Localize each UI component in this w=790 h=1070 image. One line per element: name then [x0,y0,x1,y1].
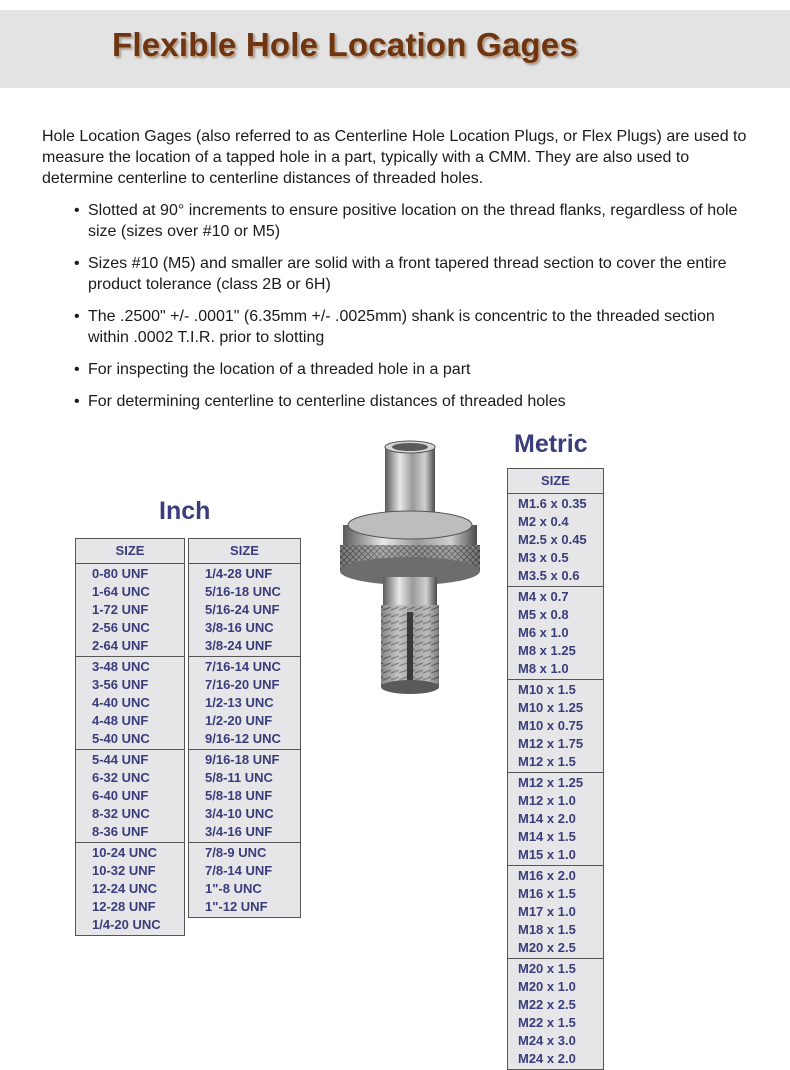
table-row: M12 x 1.25 [518,775,584,790]
table-row: M24 x 2.0 [518,1051,576,1066]
bullet-icon: • [74,202,80,219]
table-row-group [508,494,603,587]
table-row: 6-32 UNC [92,770,150,785]
table-row: M1.6 x 0.35 [518,496,587,511]
table-row: 2-64 UNF [92,638,149,653]
table-row-group [76,843,184,935]
table-row: 3-56 UNF [92,677,149,692]
feature-item: • The .2500" +/- .0001" (6.35mm +/- .0025mm) shank is concentric to the threaded section within .0002 T.I.R. prior to slotting [74,308,715,346]
table-row: M24 x 3.0 [518,1033,576,1048]
table-row: M2 x 0.4 [518,514,569,529]
inch-heading: Inch [159,497,211,525]
table-row: 10-24 UNC [92,845,158,860]
feature-item: • Slotted at 90° increments to ensure positive location on the thread flanks, regardless of hole size (sizes over #10 or M5) [74,202,738,240]
flex-plug-gage-photo [335,437,485,699]
table-row: M12 x 1.5 [518,754,576,769]
table-row-group [76,564,184,657]
table-row: M18 x 1.5 [518,922,576,937]
bullet-icon: • [74,393,80,410]
table-row-group [76,750,184,843]
table-row: M14 x 2.0 [518,811,576,826]
inch-size-table-2 [188,538,301,918]
table-row: M20 x 1.5 [518,961,576,976]
table-row: 3/8-24 UNF [205,638,273,653]
table-row: 1-72 UNF [92,602,149,617]
table-row: 9/16-12 UNC [205,731,281,746]
table-row: 1/2-13 UNC [205,695,274,710]
intro-paragraph: Hole Location Gages (also referred to as Centerline Hole Location Plugs, or Flex Plugs) are used to measure the location of a tapped hole in a part, typically with a CMM. They are also used to determine centerline to centerline distances of threaded holes. [42,128,747,187]
feature-item: • For inspecting the location of a threaded hole in a part [74,361,471,378]
table-row: M5 x 0.8 [518,607,569,622]
table-row: M10 x 1.5 [518,682,576,697]
table-row: 1"-12 UNF [205,899,268,914]
table-row-group [189,750,300,843]
table-row: 1/4-20 UNC [92,917,161,932]
table-row: M4 x 0.7 [518,589,569,604]
table-row: 7/8-9 UNC [205,845,267,860]
table-row: 5/16-24 UNF [205,602,280,617]
table-row: 3/8-16 UNC [205,620,274,635]
table-row: 7/8-14 UNF [205,863,273,878]
metric-size-table [507,468,604,1070]
feature-list [74,200,744,423]
metric-heading: Metric [514,430,588,458]
table-header: SIZE [76,539,184,564]
table-row: 5/8-11 UNC [205,770,273,785]
table-row: 10-32 UNF [92,863,156,878]
table-row: M3 x 0.5 [518,550,569,565]
table-row: M12 x 1.0 [518,793,576,808]
table-row: 4-40 UNC [92,695,150,710]
table-row: M6 x 1.0 [518,625,569,640]
table-row: 5-40 UNC [92,731,150,746]
table-row: M8 x 1.25 [518,643,576,658]
table-row: M16 x 1.5 [518,886,576,901]
table-row: 0-80 UNF [92,566,149,581]
table-row-group [76,657,184,750]
inch-size-table-1 [75,538,185,936]
table-row: 1/4-28 UNF [205,566,273,581]
table-row-group [508,587,603,680]
table-row: 8-36 UNF [92,824,149,839]
table-row: M3.5 x 0.6 [518,568,580,583]
table-row: 8-32 UNC [92,806,150,821]
bullet-icon: • [74,255,80,272]
feature-item: • For determining centerline to centerline distances of threaded holes [74,393,566,410]
table-row: M17 x 1.0 [518,904,576,919]
table-row: 5/16-18 UNC [205,584,281,599]
table-row-group [508,773,603,866]
table-row: 1"-8 UNC [205,881,262,896]
table-row: 3-48 UNC [92,659,150,674]
table-header: SIZE [508,469,603,494]
table-row-group [508,680,603,773]
table-row: M22 x 2.5 [518,997,576,1012]
table-row: M16 x 2.0 [518,868,576,883]
table-row-group [189,657,300,750]
feature-item: • Sizes #10 (M5) and smaller are solid with a front tapered thread section to cover the entire product tolerance (class 2B or 6H) [74,255,727,293]
table-row-group [189,564,300,657]
table-row: 5-44 UNF [92,752,149,767]
table-row: M8 x 1.0 [518,661,569,676]
bullet-icon: • [74,361,80,378]
table-row: M20 x 1.0 [518,979,576,994]
table-row: 3/4-10 UNC [205,806,274,821]
table-row: 5/8-18 UNF [205,788,273,803]
table-row: M12 x 1.75 [518,736,584,751]
table-row: 9/16-18 UNF [205,752,280,767]
page-title: Flexible Hole Location Gages [112,26,578,63]
table-row: 12-24 UNC [92,881,158,896]
table-row: M2.5 x 0.45 [518,532,587,547]
table-row: M15 x 1.0 [518,847,576,862]
table-row: 2-56 UNC [92,620,150,635]
table-row-group [189,843,300,917]
table-row: M10 x 0.75 [518,718,584,733]
table-row: 1-64 UNC [92,584,150,599]
table-row-group [508,959,603,1069]
table-row: 4-48 UNF [92,713,149,728]
table-row: 3/4-16 UNF [205,824,273,839]
table-row: M22 x 1.5 [518,1015,576,1030]
table-row: M14 x 1.5 [518,829,576,844]
table-row: 1/2-20 UNF [205,713,273,728]
table-header: SIZE [189,539,300,564]
table-row: 7/16-20 UNF [205,677,280,692]
table-row: M20 x 2.5 [518,940,576,955]
table-row: 12-28 UNF [92,899,156,914]
table-row: M10 x 1.25 [518,700,584,715]
table-row: 6-40 UNF [92,788,149,803]
table-row-group [508,866,603,959]
table-row: 7/16-14 UNC [205,659,281,674]
bullet-icon: • [74,308,80,325]
